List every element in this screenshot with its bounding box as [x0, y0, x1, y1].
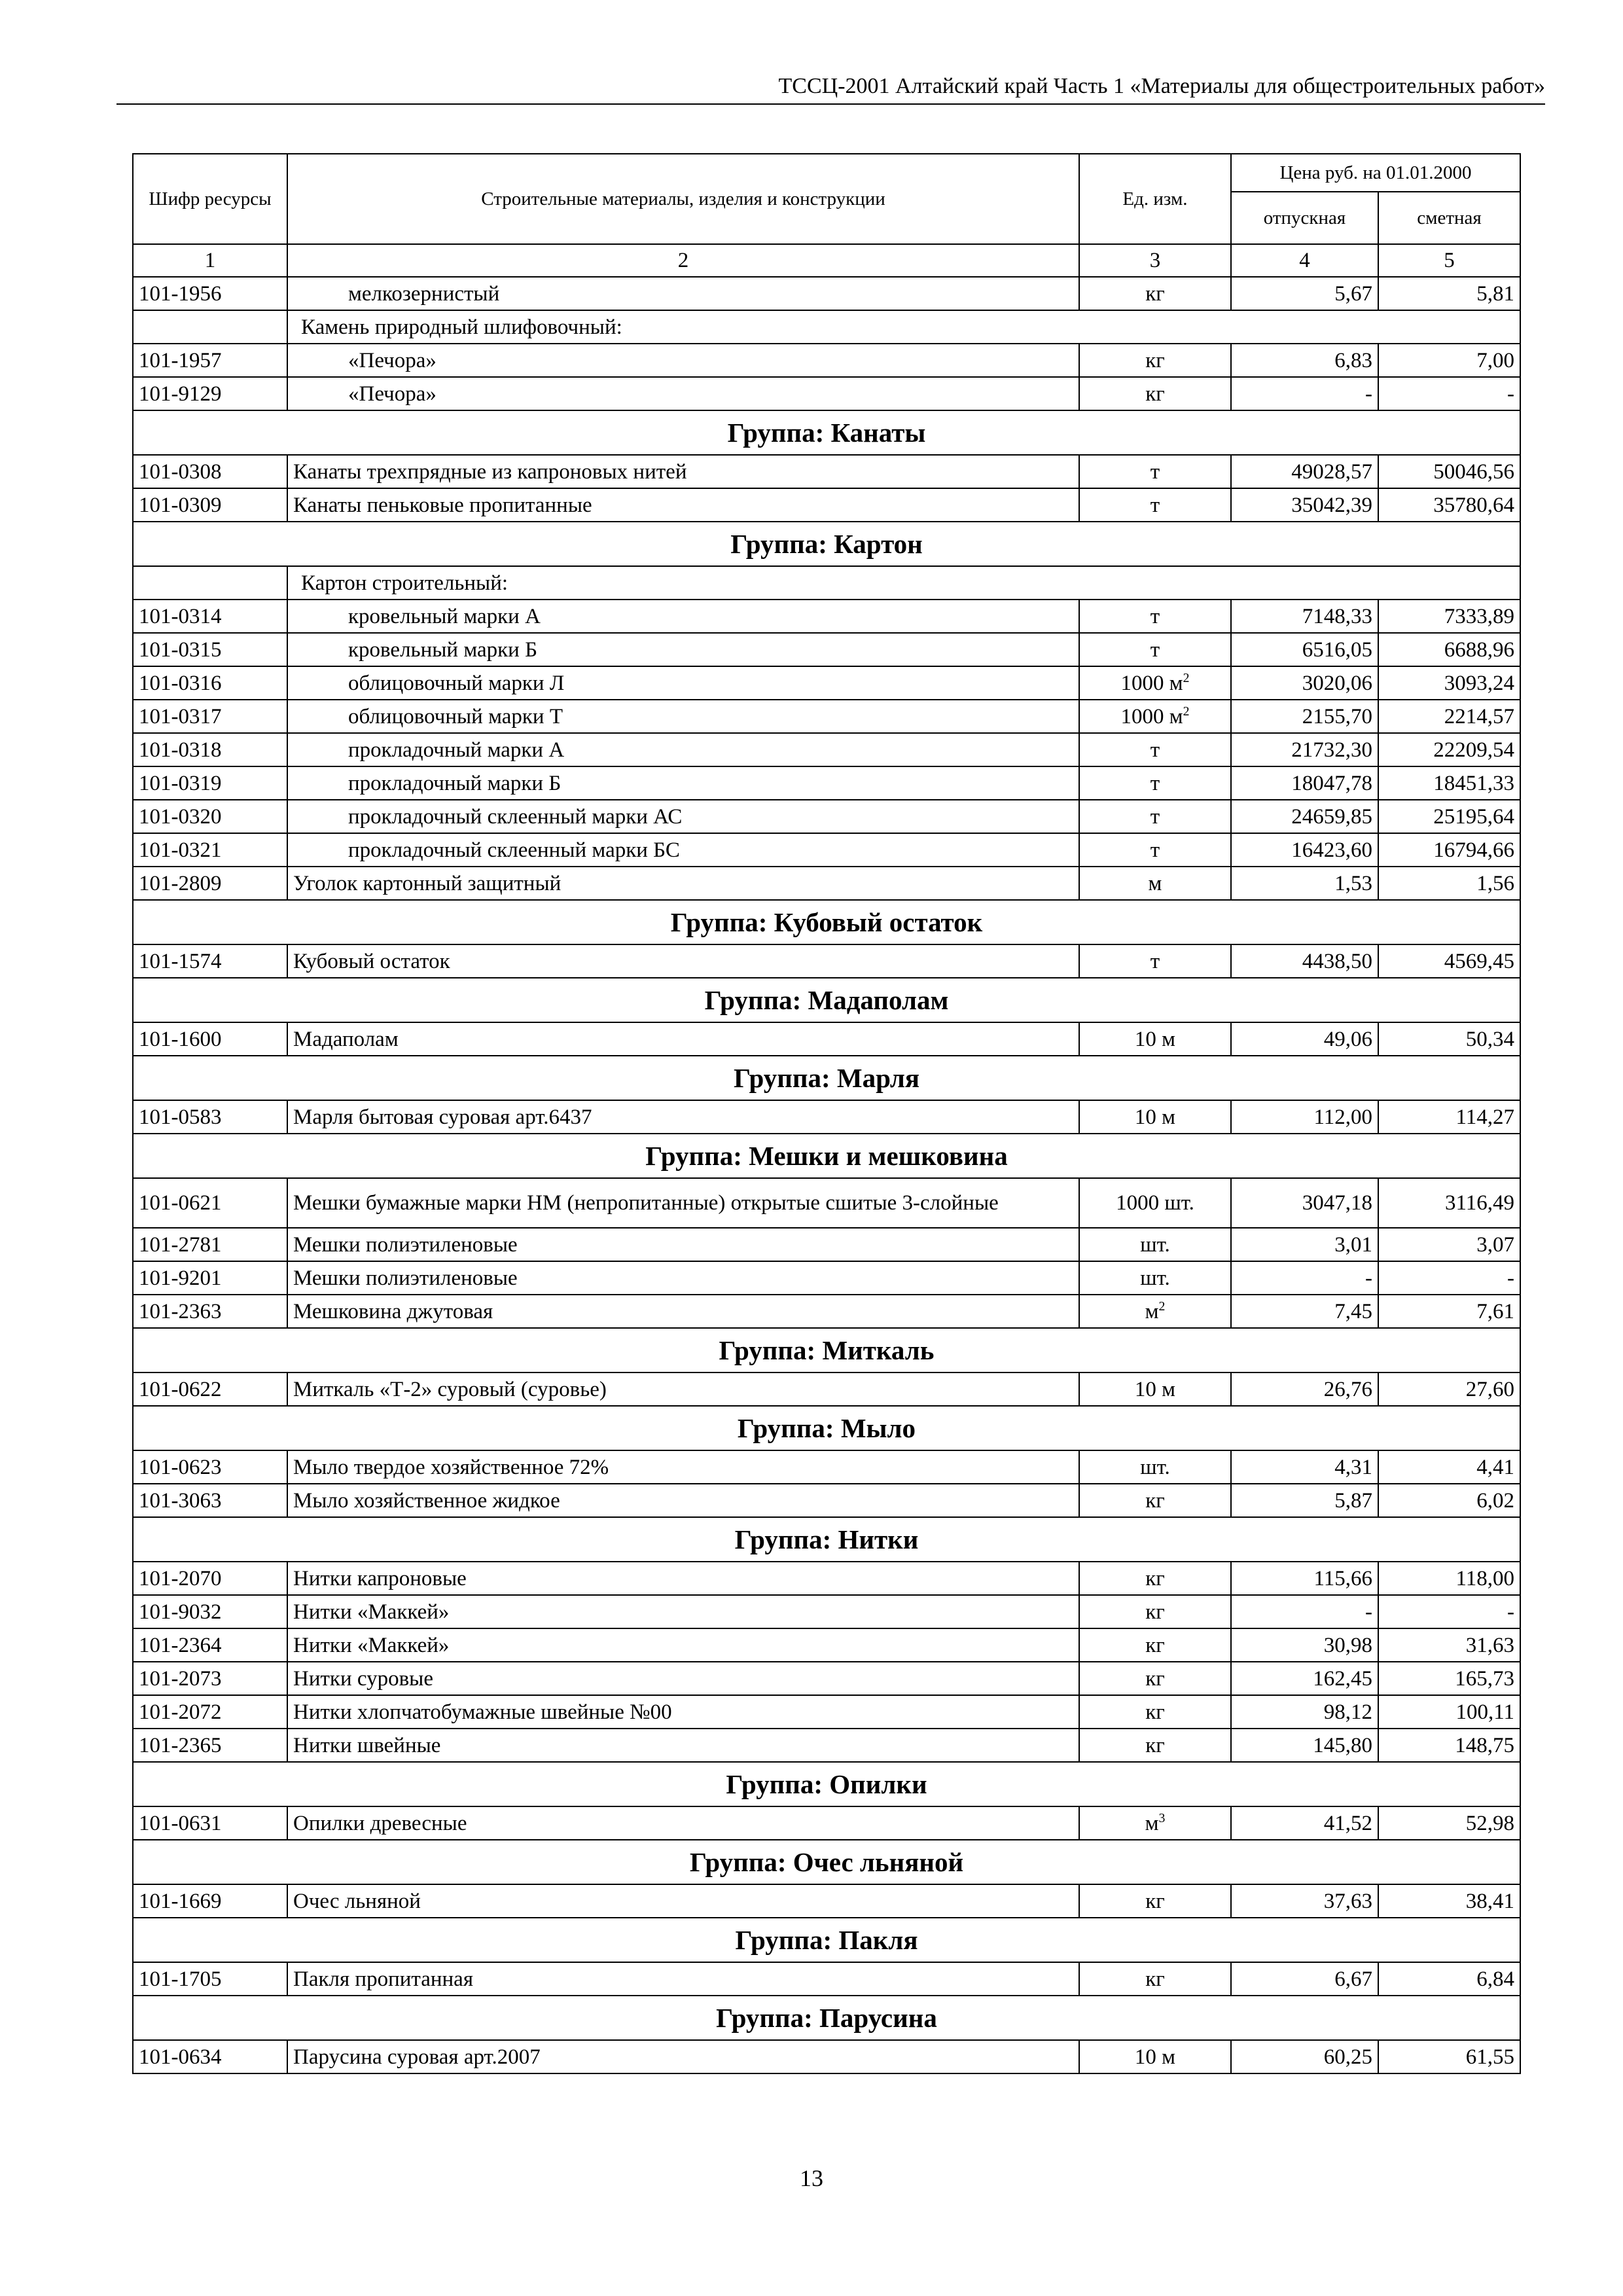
resource-code: 101-0623 — [133, 1450, 287, 1484]
code-cell — [133, 310, 287, 344]
material-name: кровельный марки А — [287, 600, 1079, 633]
group-heading: Группа: Канаты — [133, 410, 1520, 455]
table-row — [133, 944, 1520, 978]
unit: м — [1145, 1299, 1159, 1323]
unit-cell — [1079, 1562, 1231, 1595]
release-price: - — [1231, 1595, 1378, 1628]
release-price: 4,31 — [1231, 1450, 1378, 1484]
group-heading: Группа: Очес льняной — [133, 1840, 1520, 1884]
resource-code: 101-2781 — [133, 1228, 287, 1261]
unit: 10 м — [1134, 1377, 1176, 1401]
estimate-price: - — [1378, 1261, 1520, 1295]
subheading: Камень природный шлифовочный: — [287, 310, 1520, 344]
unit: кг — [1145, 1488, 1165, 1513]
table-row — [133, 1178, 1520, 1228]
resource-code: 101-0634 — [133, 2040, 287, 2073]
resource-code: 101-2073 — [133, 1662, 287, 1695]
release-price: 26,76 — [1231, 1372, 1378, 1406]
release-price: 3,01 — [1231, 1228, 1378, 1261]
unit: 10 м — [1134, 1027, 1176, 1051]
unit: шт. — [1140, 1232, 1170, 1257]
group-heading-row — [133, 978, 1520, 1022]
estimate-price: 7333,89 — [1378, 600, 1520, 633]
unit: т — [1150, 949, 1160, 973]
release-price: 60,25 — [1231, 2040, 1378, 2073]
header-unit: Ед. изм. — [1079, 154, 1231, 244]
material-name: Нитки «Маккей» — [287, 1628, 1079, 1662]
page-number: 13 — [800, 2165, 823, 2191]
resource-code: 101-2363 — [133, 1295, 287, 1328]
release-price: 2155,70 — [1231, 700, 1378, 733]
unit-cell — [1079, 800, 1231, 833]
estimate-price: 6,02 — [1378, 1484, 1520, 1517]
release-price: 49028,57 — [1231, 455, 1378, 488]
group-heading-row — [133, 1517, 1520, 1562]
group-heading-row — [133, 1840, 1520, 1884]
release-price: 49,06 — [1231, 1022, 1378, 1056]
unit: шт. — [1140, 1266, 1170, 1290]
resource-code: 101-2364 — [133, 1628, 287, 1662]
subheading: Картон строительный: — [287, 566, 1520, 600]
group-heading-row — [133, 1996, 1520, 2040]
estimate-price: 165,73 — [1378, 1662, 1520, 1695]
release-price: 3020,06 — [1231, 666, 1378, 700]
unit: кг — [1145, 281, 1165, 306]
material-name: Мешки полиэтиленовые — [287, 1261, 1079, 1295]
estimate-price: 2214,57 — [1378, 700, 1520, 733]
table-body — [133, 277, 1520, 2073]
group-heading: Группа: Пакля — [133, 1918, 1520, 1962]
estimate-price: - — [1378, 1595, 1520, 1628]
material-name: Мешки полиэтиленовые — [287, 1228, 1079, 1261]
unit-cell — [1079, 1450, 1231, 1484]
release-price: 41,52 — [1231, 1806, 1378, 1840]
material-name: прокладочный марки Б — [287, 766, 1079, 800]
estimate-price: 50046,56 — [1378, 455, 1520, 488]
resource-code: 101-0317 — [133, 700, 287, 733]
group-heading-row — [133, 1762, 1520, 1806]
release-price: 24659,85 — [1231, 800, 1378, 833]
estimate-price: 5,81 — [1378, 277, 1520, 310]
resource-code: 101-1957 — [133, 344, 287, 377]
resource-code: 101-2365 — [133, 1729, 287, 1762]
resource-code: 101-0622 — [133, 1372, 287, 1406]
unit-cell — [1079, 455, 1231, 488]
group-heading: Группа: Картон — [133, 522, 1520, 566]
release-price: 16423,60 — [1231, 833, 1378, 867]
estimate-price: 7,00 — [1378, 344, 1520, 377]
release-price: 35042,39 — [1231, 488, 1378, 522]
table-row — [133, 1372, 1520, 1406]
material-name: прокладочный марки А — [287, 733, 1079, 766]
resource-code: 101-1669 — [133, 1884, 287, 1918]
estimate-price: 118,00 — [1378, 1562, 1520, 1595]
estimate-price: 61,55 — [1378, 2040, 1520, 2073]
release-price: 4438,50 — [1231, 944, 1378, 978]
estimate-price: 148,75 — [1378, 1729, 1520, 1762]
material-name: Нитки суровые — [287, 1662, 1079, 1695]
release-price: 7,45 — [1231, 1295, 1378, 1328]
table-row — [133, 633, 1520, 666]
table-row — [133, 1261, 1520, 1295]
material-name: Очес льняной — [287, 1884, 1079, 1918]
release-price: 112,00 — [1231, 1100, 1378, 1134]
resource-code: 101-9129 — [133, 377, 287, 410]
unit-cell — [1079, 733, 1231, 766]
release-price: 18047,78 — [1231, 766, 1378, 800]
group-heading-row — [133, 1328, 1520, 1372]
unit-cell — [1079, 1595, 1231, 1628]
group-heading: Группа: Мадаполам — [133, 978, 1520, 1022]
unit-cell — [1079, 1806, 1231, 1840]
group-heading-row — [133, 900, 1520, 944]
release-price: 1,53 — [1231, 867, 1378, 900]
unit: кг — [1145, 382, 1165, 406]
material-name: облицовочный марки Л — [287, 666, 1079, 700]
unit: шт. — [1140, 1455, 1170, 1479]
release-price: 6516,05 — [1231, 633, 1378, 666]
unit-cell — [1079, 1962, 1231, 1996]
unit-cell — [1079, 766, 1231, 800]
estimate-price: 35780,64 — [1378, 488, 1520, 522]
material-name: Парусина суровая арт.2007 — [287, 2040, 1079, 2073]
release-price: 7148,33 — [1231, 600, 1378, 633]
table-row — [133, 1806, 1520, 1840]
unit-cell — [1079, 377, 1231, 410]
release-price: - — [1231, 377, 1378, 410]
table-row — [133, 1962, 1520, 1996]
material-name: Мадаполам — [287, 1022, 1079, 1056]
unit: кг — [1145, 1889, 1165, 1913]
table-row — [133, 867, 1520, 900]
table-row — [133, 766, 1520, 800]
unit-cell — [1079, 1228, 1231, 1261]
unit-cell — [1079, 344, 1231, 377]
column-number: 2 — [287, 244, 1079, 277]
group-heading: Группа: Опилки — [133, 1762, 1520, 1806]
material-name: Мыло твердое хозяйственное 72% — [287, 1450, 1079, 1484]
unit: 1000 м — [1120, 704, 1183, 728]
unit: т — [1150, 804, 1160, 829]
unit: 1000 м — [1120, 671, 1183, 695]
material-name: Уголок картонный защитный — [287, 867, 1079, 900]
unit: т — [1150, 771, 1160, 795]
estimate-price: 4569,45 — [1378, 944, 1520, 978]
table-row — [133, 800, 1520, 833]
estimate-price: 6,84 — [1378, 1962, 1520, 1996]
column-number: 3 — [1079, 244, 1231, 277]
resource-code: 101-3063 — [133, 1484, 287, 1517]
unit-cell — [1079, 700, 1231, 733]
estimate-price: 27,60 — [1378, 1372, 1520, 1406]
code-cell — [133, 566, 287, 600]
table-row — [133, 1484, 1520, 1517]
unit: кг — [1145, 1600, 1165, 1624]
unit: т — [1150, 493, 1160, 517]
table-row — [133, 2040, 1520, 2073]
resource-code: 101-0321 — [133, 833, 287, 867]
estimate-price: 22209,54 — [1378, 733, 1520, 766]
estimate-price: 100,11 — [1378, 1695, 1520, 1729]
resource-code: 101-0314 — [133, 600, 287, 633]
estimate-price: 38,41 — [1378, 1884, 1520, 1918]
table-row — [133, 1295, 1520, 1328]
estimate-price: 7,61 — [1378, 1295, 1520, 1328]
release-price: 30,98 — [1231, 1628, 1378, 1662]
column-number-row — [133, 244, 1520, 277]
unit: т — [1150, 604, 1160, 628]
group-heading-row — [133, 1406, 1520, 1450]
table-row — [133, 344, 1520, 377]
header-rule — [116, 103, 1545, 105]
estimate-price: 3,07 — [1378, 1228, 1520, 1261]
material-name: Мешковина джутовая — [287, 1295, 1079, 1328]
resource-code: 101-9032 — [133, 1595, 287, 1628]
header-estimate-price: сметная — [1378, 192, 1520, 244]
table-row — [133, 1695, 1520, 1729]
resource-code: 101-0308 — [133, 455, 287, 488]
table-row — [133, 733, 1520, 766]
material-name: кровельный марки Б — [287, 633, 1079, 666]
subheading-row — [133, 310, 1520, 344]
estimate-price: 50,34 — [1378, 1022, 1520, 1056]
table-row — [133, 1628, 1520, 1662]
unit-cell — [1079, 1628, 1231, 1662]
table-row — [133, 833, 1520, 867]
table-row — [133, 600, 1520, 633]
group-heading: Группа: Парусина — [133, 1996, 1520, 2040]
column-number: 4 — [1231, 244, 1378, 277]
resource-code: 101-0315 — [133, 633, 287, 666]
unit: кг — [1145, 1666, 1165, 1691]
group-heading: Группа: Мешки и мешковина — [133, 1134, 1520, 1178]
release-price: 6,83 — [1231, 344, 1378, 377]
unit: 10 м — [1134, 2045, 1176, 2069]
material-name: Канаты пеньковые пропитанные — [287, 488, 1079, 522]
material-name: Кубовый остаток — [287, 944, 1079, 978]
material-name: облицовочный марки Т — [287, 700, 1079, 733]
unit-cell — [1079, 1295, 1231, 1328]
group-heading: Группа: Кубовый остаток — [133, 900, 1520, 944]
estimate-price: 3093,24 — [1378, 666, 1520, 700]
header-name: Строительные материалы, изделия и конструкции — [287, 154, 1079, 244]
material-name: мелкозернистый — [287, 277, 1079, 310]
unit: т — [1150, 459, 1160, 484]
material-name: Канаты трехпрядные из капроновых нитей — [287, 455, 1079, 488]
unit-cell — [1079, 867, 1231, 900]
table-row — [133, 488, 1520, 522]
unit-cell — [1079, 2040, 1231, 2073]
estimate-price: 31,63 — [1378, 1628, 1520, 1662]
table-row — [133, 1595, 1520, 1628]
unit-cell — [1079, 833, 1231, 867]
resource-code: 101-2072 — [133, 1695, 287, 1729]
table-row — [133, 1100, 1520, 1134]
estimate-price: 16794,66 — [1378, 833, 1520, 867]
material-name: Нитки хлопчатобумажные швейные №00 — [287, 1695, 1079, 1729]
unit-cell — [1079, 1729, 1231, 1762]
resource-code: 101-0318 — [133, 733, 287, 766]
estimate-price: 1,56 — [1378, 867, 1520, 900]
material-name: Опилки древесные — [287, 1806, 1079, 1840]
release-price: 3047,18 — [1231, 1178, 1378, 1228]
release-price: 162,45 — [1231, 1662, 1378, 1695]
group-heading: Группа: Марля — [133, 1056, 1520, 1100]
column-number: 1 — [133, 244, 287, 277]
table-row — [133, 455, 1520, 488]
resource-code: 101-0621 — [133, 1178, 287, 1228]
group-heading-row — [133, 1918, 1520, 1962]
unit: т — [1150, 738, 1160, 762]
unit-cell — [1079, 1178, 1231, 1228]
material-name: Нитки «Маккей» — [287, 1595, 1079, 1628]
release-price: 115,66 — [1231, 1562, 1378, 1595]
resource-code: 101-2809 — [133, 867, 287, 900]
table-row — [133, 666, 1520, 700]
resource-code: 101-1574 — [133, 944, 287, 978]
resource-code: 101-1600 — [133, 1022, 287, 1056]
release-price: 6,67 — [1231, 1962, 1378, 1996]
header-price: Цена руб. на 01.01.2000 — [1231, 154, 1520, 192]
unit: 10 м — [1134, 1105, 1176, 1129]
unit-cell — [1079, 1884, 1231, 1918]
unit-cell — [1079, 1662, 1231, 1695]
unit: кг — [1145, 1566, 1165, 1590]
unit-cell — [1079, 1695, 1231, 1729]
estimate-price: 114,27 — [1378, 1100, 1520, 1134]
unit: т — [1150, 838, 1160, 862]
column-number: 5 — [1378, 244, 1520, 277]
resource-code: 101-1956 — [133, 277, 287, 310]
unit-cell — [1079, 633, 1231, 666]
unit-exponent: 3 — [1158, 1810, 1166, 1825]
unit: кг — [1145, 1733, 1165, 1757]
release-price: 145,80 — [1231, 1729, 1378, 1762]
unit-exponent: 2 — [1183, 704, 1190, 719]
material-name: Нитки швейные — [287, 1729, 1079, 1762]
unit-cell — [1079, 1261, 1231, 1295]
estimate-price: - — [1378, 377, 1520, 410]
table-row — [133, 1562, 1520, 1595]
header-code: Шифр ресурсы — [133, 154, 287, 244]
table-row — [133, 1022, 1520, 1056]
estimate-price: 6688,96 — [1378, 633, 1520, 666]
resource-code: 101-1705 — [133, 1962, 287, 1996]
material-name: прокладочный склеенный марки БС — [287, 833, 1079, 867]
table-row — [133, 377, 1520, 410]
running-head: ТССЦ-2001 Алтайский край Часть 1 «Материалы для общестроительных работ» — [778, 74, 1545, 98]
unit-exponent: 2 — [1158, 1299, 1166, 1314]
release-price: 5,67 — [1231, 277, 1378, 310]
unit: кг — [1145, 1967, 1165, 1991]
unit-cell — [1079, 277, 1231, 310]
unit: кг — [1145, 1633, 1165, 1657]
table-row — [133, 277, 1520, 310]
table-row — [133, 1884, 1520, 1918]
price-table — [132, 153, 1521, 2074]
table-row — [133, 1729, 1520, 1762]
group-heading-row — [133, 1134, 1520, 1178]
release-price: 37,63 — [1231, 1884, 1378, 1918]
unit-cell — [1079, 666, 1231, 700]
unit: т — [1150, 637, 1160, 662]
estimate-price: 18451,33 — [1378, 766, 1520, 800]
estimate-price: 25195,64 — [1378, 800, 1520, 833]
table-row — [133, 1228, 1520, 1261]
resource-code: 101-0309 — [133, 488, 287, 522]
unit: 1000 шт. — [1116, 1191, 1194, 1215]
resource-code: 101-0316 — [133, 666, 287, 700]
unit: кг — [1145, 348, 1165, 372]
unit: кг — [1145, 1700, 1165, 1724]
resource-code: 101-9201 — [133, 1261, 287, 1295]
subheading-row — [133, 566, 1520, 600]
estimate-price: 3116,49 — [1378, 1178, 1520, 1228]
material-name: прокладочный склеенный марки АС — [287, 800, 1079, 833]
unit-cell — [1079, 944, 1231, 978]
group-heading: Группа: Нитки — [133, 1517, 1520, 1562]
release-price: 98,12 — [1231, 1695, 1378, 1729]
unit-cell — [1079, 1100, 1231, 1134]
unit-exponent: 2 — [1183, 670, 1190, 685]
group-heading: Группа: Мыло — [133, 1406, 1520, 1450]
unit-cell — [1079, 1484, 1231, 1517]
unit-cell — [1079, 1022, 1231, 1056]
resource-code: 101-0583 — [133, 1100, 287, 1134]
resource-code: 101-0631 — [133, 1806, 287, 1840]
release-price: - — [1231, 1261, 1378, 1295]
material-name: Нитки капроновые — [287, 1562, 1079, 1595]
group-heading-row — [133, 522, 1520, 566]
unit-cell — [1079, 600, 1231, 633]
table-row — [133, 1450, 1520, 1484]
estimate-price: 4,41 — [1378, 1450, 1520, 1484]
group-heading-row — [133, 1056, 1520, 1100]
material-name: Миткаль «Т-2» суровый (суровье) — [287, 1372, 1079, 1406]
unit-cell — [1079, 488, 1231, 522]
unit-cell — [1079, 1372, 1231, 1406]
group-heading: Группа: Миткаль — [133, 1328, 1520, 1372]
resource-code: 101-2070 — [133, 1562, 287, 1595]
release-price: 5,87 — [1231, 1484, 1378, 1517]
material-name: «Печора» — [287, 344, 1079, 377]
material-name: Пакля пропитанная — [287, 1962, 1079, 1996]
resource-code: 101-0320 — [133, 800, 287, 833]
unit: м — [1145, 1811, 1159, 1835]
material-name: Марля бытовая суровая арт.6437 — [287, 1100, 1079, 1134]
table-row — [133, 700, 1520, 733]
table-row — [133, 1662, 1520, 1695]
material-name: «Печора» — [287, 377, 1079, 410]
unit: м — [1148, 871, 1162, 895]
material-name: Мыло хозяйственное жидкое — [287, 1484, 1079, 1517]
release-price: 21732,30 — [1231, 733, 1378, 766]
header-release-price: отпускная — [1231, 192, 1378, 244]
estimate-price: 52,98 — [1378, 1806, 1520, 1840]
group-heading-row — [133, 410, 1520, 455]
resource-code: 101-0319 — [133, 766, 287, 800]
material-name: Мешки бумажные марки НМ (непропитанные) открытые сшитые 3-слойные — [287, 1178, 1079, 1228]
